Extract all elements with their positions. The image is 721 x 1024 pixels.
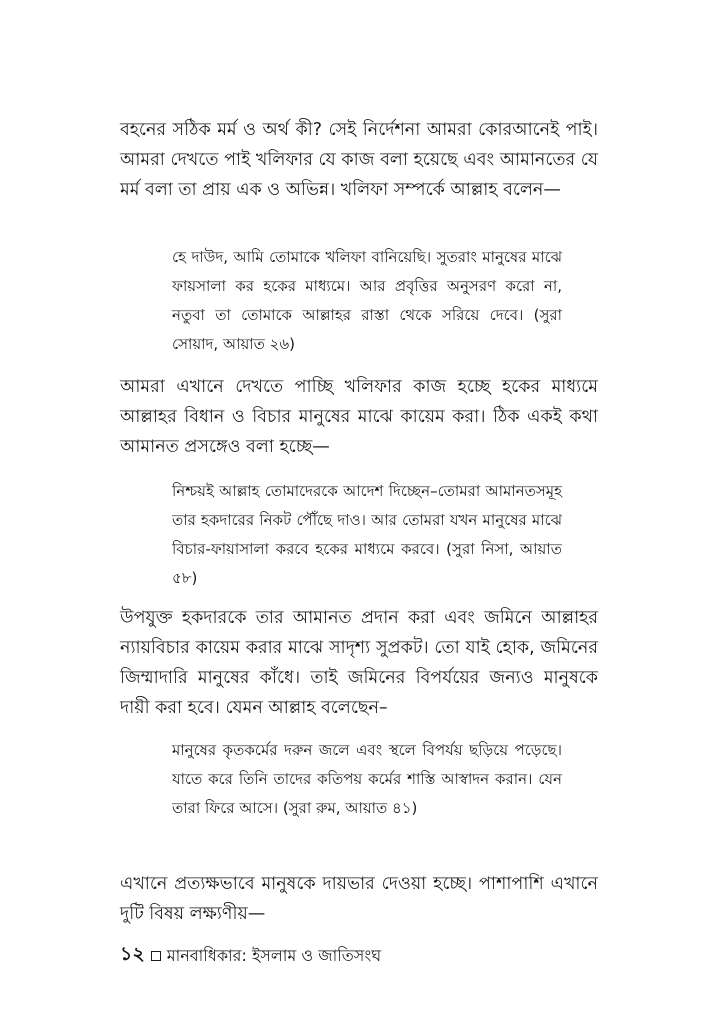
quote-block-1: হে দাউদ, আমি তোমাকে খলিফা বানিয়েছি। সুতরাং মানুষের মাঝে ফায়সালা কর হকের মাধ্যমে। আর প্রবৃত্তির অনুসরণ করো না, নতুবা তা তোমাকে আল্লাহর রাস্তা থেকে সরিয়ে দেবে। (সুরা সোয়াদ, আয়াত ২৬) — [172, 248, 562, 353]
paragraph-3: উপযুক্ত হকদারকে তার আমানত প্রদান করা এবং জমিনে আল্লাহর ন্যায়বিচার কায়েম করার মাঝে সাদৃশ্য সুপ্রকট। তো যাই হোক, জমিনের জিম্মাদারি মানুষের কাঁধে। তাই জমিনের বিপর্যয়ের জন্যও মানুষকে দায়ী করা হবে। যেমন আল্লাহ বলেছেন– — [120, 608, 598, 718]
page-footer — [120, 941, 381, 971]
paragraph-4: এখানে প্রত্যক্ষভাবে মানুষকে দায়ভার দেওয়া হচ্ছে। পাশাপাশি এখানে দুটি বিষয় লক্ষ্যণীয়— — [120, 874, 598, 924]
square-bullet-icon — [151, 951, 161, 961]
page-number: ১২ — [120, 943, 145, 965]
quote-block-3: মানুষের কৃতকর্মের দরুন জলে এবং স্থলে বিপর্যয় ছড়িয়ে পড়েছে। যাতে করে তিনি তাদের কতিপয় কর্মের শাস্তি আস্বাদন করান। যেন তারা ফিরে আসে। (সুরা রুম, আয়াত ৪১) — [172, 741, 562, 817]
paragraph-2: আমরা এখানে দেখতে পাচ্ছি খলিফার কাজ হচ্ছে হকের মাধ্যমে আল্লাহর বিধান ও বিচার মানুষের মাঝে কায়েম করা। ঠিক একই কথা আমানত প্রসঙ্গেও বলা হচ্ছে— — [120, 377, 598, 457]
book-title: মানবাধিকার: ইসলাম ও জাতিসংঘ — [166, 945, 382, 965]
paragraph-1: বহনের সঠিক মর্ম ও অর্থ কী? সেই নির্দেশনা আমরা কোরআনেই পাই। আমরা দেখতে পাই খলিফার যে কাজ বলা হয়েছে এবং আমানতের যে মর্ম বলা তা প্রায় এক ও অভিন্ন। খলিফা সম্পর্কে আল্লাহ বলেন— — [120, 120, 598, 200]
quote-block-2: নিশ্চয়ই আল্লাহ তোমাদেরকে আদেশ দিচ্ছেন–তোমরা আমানতসমূহ তার হকদারের নিকট পৌঁছে দাও। আর তোমরা যখন মানুষের মাঝে বিচার-ফায়াসালা করবে হকের মাধ্যমে করবে। (সুরা নিসা, আয়াত ৫৮) — [172, 482, 562, 587]
